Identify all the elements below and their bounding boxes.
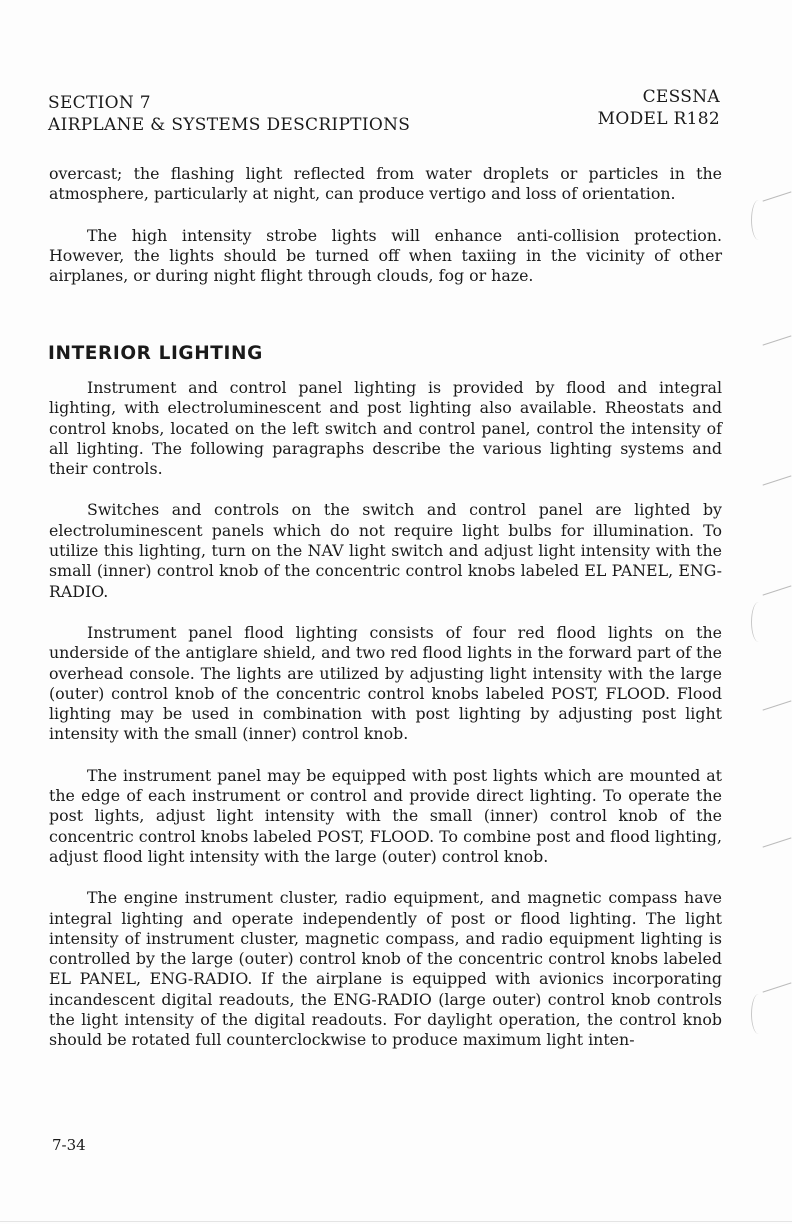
page-number: 7-34 (52, 1136, 86, 1154)
body-text-lighting (49, 378, 722, 1072)
scan-artifact (763, 475, 792, 485)
section-heading: INTERIOR LIGHTING (48, 343, 263, 364)
scan-artifact (763, 982, 792, 992)
scan-artifact (763, 837, 792, 847)
paragraph-continued: overcast; the flashing light reflected from water droplets or particles in the atmosphere, particularly at night, can produce vertigo and loss of orientation. (49, 164, 722, 204)
page-edge (0, 1221, 792, 1222)
manufacturer: CESSNA (642, 87, 720, 107)
scan-artifact (751, 200, 766, 240)
paragraph: The instrument panel may be equipped with post lights which are mounted at the edge of each instrument or control and provide direct lighting. To operate the post lights, adjust light intensity with the small (inner) control knob of the concentric control knobs labeled POST, FLOOD. To combine post and flood lighting, adjust flood light intensity with the large (outer) control knob. (49, 765, 722, 866)
scan-artifact (751, 994, 766, 1034)
body-text-top (49, 164, 722, 307)
section-number: SECTION 7 (48, 93, 151, 113)
section-header (48, 92, 410, 136)
section-title: AIRPLANE & SYSTEMS DESCRIPTIONS (48, 115, 411, 135)
scan-artifact (763, 585, 792, 595)
paragraph: Switches and controls on the switch and control panel are lighted by electroluminescent panels which do not require light bulbs for illumination. To utilize this lighting, turn on the NAV light switch and adjust light intensity with the small (inner) control knob of the concentric control knobs labeled EL PANEL, ENG-RADIO. (49, 500, 722, 601)
scan-artifact (763, 335, 792, 345)
paragraph: Instrument panel flood lighting consists of four red flood lights on the underside of the antiglare shield, and two red flood lights in the forward part of the overhead console. The lights are utilized by adjusting light intensity with the large (outer) control knob of the concentric control knobs labeled POST, FLOOD. Flood lighting may be used in combination with post lighting by adjusting post light intensity with the small (inner) control knob. (49, 622, 722, 744)
scan-artifact (763, 700, 792, 710)
paragraph: Instrument and control panel lighting is provided by flood and integral lighting, with electroluminescent and post lighting also available. Rheostats and control knobs, located on the left switch and control panel, control the intensity of all lighting. The following paragraphs describe the various lighting systems and their controls. (49, 378, 722, 479)
scan-artifact (751, 602, 766, 642)
scan-artifact (763, 191, 792, 201)
paragraph-strobe: The high intensity strobe lights will enhance anti-collision protection. However, the lights should be turned off when taxiing in the vicinity of other airplanes, or during night flight through clouds, fog or haze. (49, 225, 722, 286)
model-name: MODEL R182 (597, 109, 720, 129)
paragraph: The engine instrument cluster, radio equipment, and magnetic compass have integral lighting and operate independently of post or flood lighting. The light intensity of instrument cluster, magnetic compass, and radio equipment lighting is controlled by the large (outer) control knob of the concentric control knobs labeled EL PANEL, ENG-RADIO. If the airplane is equipped with avionics incorporating incandescent digital readouts, the ENG-RADIO (large outer) control knob controls the light intensity of the digital readouts. For daylight operation, the control knob should be rotated full counterclockwise to produce maximum light inten- (49, 888, 722, 1050)
model-header (598, 86, 720, 130)
